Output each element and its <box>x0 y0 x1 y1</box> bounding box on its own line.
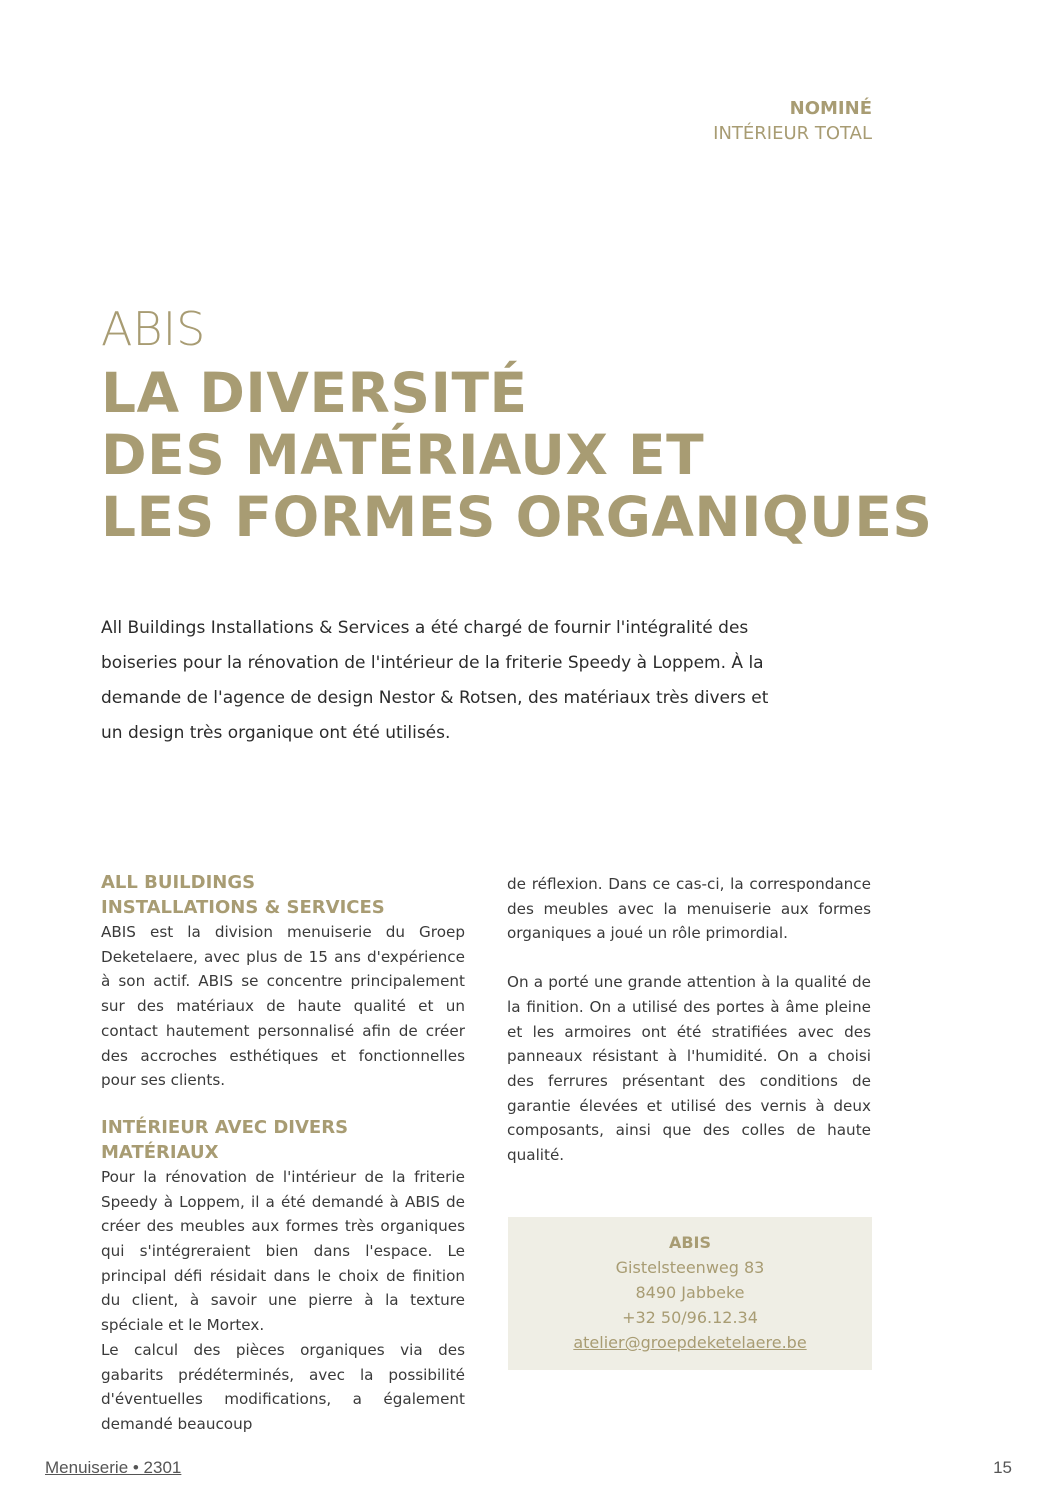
left-column <box>101 870 465 1437</box>
headline-line-2: DES MATÉRIAUX ET <box>101 423 705 487</box>
contact-city: 8490 Jabbeke <box>635 1283 745 1302</box>
category-tag <box>713 96 872 146</box>
section-text: ABIS est la division menuiserie du Groep Deketelaere, avec plus de 15 ans d'expérience à son actif. ABIS se concentre principalement sur des matériaux de haute qualité et un contact hautement personnalisé afin de créer des accroches esthétiques et fonctionnelles pour ses clients. <box>101 923 465 1090</box>
headline-line-1: LA DIVERSITÉ <box>101 361 528 425</box>
page-number: 15 <box>993 1458 1012 1477</box>
section-heading-line-2: INSTALLATIONS & SERVICES <box>101 897 385 918</box>
section-heading-line-1: ALL BUILDINGS <box>101 872 256 893</box>
section-heading: INTÉRIEUR AVEC DIVERS MATÉRIAUX <box>101 1116 349 1163</box>
headline <box>101 362 933 548</box>
tag-subcategory: INTÉRIEUR TOTAL <box>713 123 872 144</box>
contact-street: Gistelsteenweg 83 <box>615 1258 765 1277</box>
contact-name: ABIS <box>668 1233 712 1252</box>
right-column <box>507 872 871 1168</box>
contact-phone: +32 50/96.12.34 <box>622 1308 758 1327</box>
publication-label: Menuiserie • 2301 <box>45 1458 182 1477</box>
section-heading <box>101 870 465 920</box>
company-name: ABIS <box>101 302 206 356</box>
section-text: Pour la rénovation de l'intérieur de la friterie Speedy à Loppem, il a été demandé à ABIS de créer des meubles aux formes très organiques qui s'intégreraient bien dans l'espace. Le principal défi résidait dans le choix de finition du client, à savoir une pierre à la texture spéciale et le Mortex. <box>101 1167 465 1335</box>
contact-email-link[interactable]: atelier@groepdeketelaere.be <box>573 1333 807 1352</box>
tag-category: NOMINÉ <box>789 98 872 119</box>
section-text: Le calcul des pièces organiques via des gabarits prédéterminés, avec la possibilité d'éventuelles modifications, a également demandé beaucoup <box>101 1340 465 1433</box>
contact-box <box>508 1217 872 1370</box>
headline-line-3: LES FORMES ORGANIQUES <box>101 485 933 549</box>
lead-paragraph: All Buildings Installations & Services a été chargé de fournir l'intégralité des boiseries pour la rénovation de l'intérieur de la friterie Speedy à Loppem. À la demande de l'agence de design Nestor & Rotsen, des matériaux très divers et un design très organique ont été utilisés. <box>101 618 769 743</box>
body-paragraph: On a porté une grande attention à la qualité de la finition. On a utilisé des portes à âme pleine et les armoires ont été stratifiées avec des panneaux résistant à l'humidité. On a choisi des ferrures présentant des conditions de garantie élevées et utilisé des vernis à deux composants, ainsi que des colles de haute qualité. <box>507 973 871 1165</box>
body-paragraph: de réflexion. Dans ce cas-ci, la correspondance des meubles avec la menuiserie aux formes organiques a joué un rôle primordial. <box>507 875 871 943</box>
